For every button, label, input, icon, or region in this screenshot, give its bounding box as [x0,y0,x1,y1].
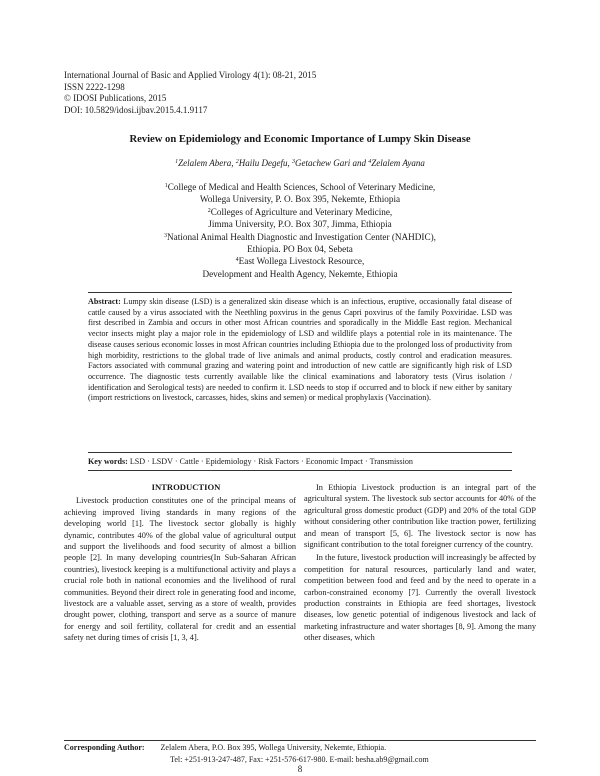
journal-publisher: © IDOSI Publications, 2015 [64,93,167,103]
journal-issn: ISSN 2222-1298 [64,81,125,92]
keywords [88,457,512,466]
keywords-text: LSD · LSDV · Cattle · Epidemiology · Risk Factors · Economic Impact · Transmission [127,457,413,466]
affiliation-list [0,181,600,280]
affiliation-line: $^2$Colleges of Agriculture and Veterinary Medicine, [207,206,393,217]
abstract-label: Abstract: [88,297,121,306]
journal-doi: DOI: 10.5829/idosi.ijbav.2015.4.1.9117 [64,104,208,115]
body-paragraph: Livestock production constitutes one of the principal means of achieving improved living standards in many regions of the developing world [1]. The livestock sector globally is highly dynamic, contributes 40% of the global value of agricultural output and support the livelihoods and food security of almost a billion people [2]. In many developing countries(In Sub-Saharan African countries), livestock keeping is a multifunctional activity and plays a crucial role both in national economies and the livelihood of rural communities. Beyond their direct role in generating food and income, livestock are a valuable asset, serving as a store of wealth, provides drought power, clothing, transport and serve as a source of manure for energy and soil fertility, collateral for credit and an essential safety net during times of crisis [1, 3, 4]. [64,496,296,643]
abstract [88,297,512,404]
corresponding-label: Corresponding Author: [64,743,145,752]
author: $^3$Getachew Gari and [292,158,369,168]
affiliation-line: $^3$National Animal Health Diagnostic and Investigation Center (NAHDIC), [164,231,436,242]
affiliation-line: $^4$East Wollega Livestock Resource, [235,256,365,267]
author-list [0,158,600,168]
affiliation-line: $^1$College of Medical and Health Sciences, School of Veterinary Medicine, [164,182,436,192]
corresponding-contact: Tel: +251-913-247-487, Fax: +251-576-617-980. E-mail: besha.ab9@gmail.com [170,755,429,764]
body-paragraph: In the future, livestock production will increasingly be affected by competition for natural resources, particularly land and water, competition between food and feed and by the need to operate in a carbon-constrained economy [7]. Currently the overall livestock production constraints in Ethiopia are feed shortages, livestock diseases, low genetic potential of indigenous livestock and lack of marketing infrastructure and water shortages [8, 9]. Among the many other diseases, which [304,553,536,643]
affiliation-line: Wollega University, P. O. Box 395, Nekemte, Ethiopia [199,194,401,205]
section-heading: INTRODUCTION [151,482,221,492]
abstract-text: Lumpy skin disease (LSD) is a generalized skin disease which is an infectious, eruptive, occasionally fatal disease of cattle caused by a virus associated with the Neethling poxvirus in the genus Capri poxvirus of the family Poxviridae. LSD was first described in Zambia and occurs in other most African countries and sporadically in the Middle East region. Mechanical vector insects might play a major role in the epidemiology of LSD and wildlife plays a potential role in its maintenance. The disease causes serious economic losses in most African countries including Ethiopia due to the prolonged loss of productivity from high morbidity, restrictions to the global trade of live animals and animal products, costly control and eradication measures. Factors associated with communal grazing and watering point and introduction of new cattle are significantly high risk of LSD occurrence. The diagnostic tests currently available like the clinical examinations and laboratory tests (Virus isolation / identification and Serological tests) are needed to confirm it. LSD needs to stop if occurred and to block if new either by sanitary (import restrictions on livestock, carcasses, hides, skins and semen) or medical prophylaxis (Vaccination). [88,297,512,403]
affiliation-line: Ethiopia. PO Box 04, Sebeta [247,244,353,255]
keywords-rule [88,470,512,471]
corresponding-author [64,743,386,752]
right-column [304,482,536,644]
author: $^1$Zelalem Abera, [175,158,236,168]
author: $^2$Hailu Degefu, [235,158,292,168]
journal-header [64,70,316,116]
affiliation-line: Jimma University, P.O. Box 307, Jimma, Ethiopia [208,219,392,230]
left-column [64,482,296,644]
page-number: 8 [297,764,303,774]
author: $^4$Zelalem Ayana [368,158,425,168]
body-paragraph: In Ethiopia Livestock production is an integral part of the agricultural system. The livestock sub sector accounts for 40% of the agricultural gross domestic product (GDP) and 20% of the total GDP without considering other contribution like traction power, fertilizing and mean of transport [5, 6]. The livestock sector is now has significant contribution to the total foreigner currency of the country. [304,483,536,550]
abstract-bottom-rule [88,452,512,453]
paper-title: Review on Epidemiology and Economic Importance of Lumpy Skin Disease [129,134,471,145]
corresponding-text: Zelalem Abera, P.O. Box 395, Wollega University, Nekemte, Ethiopia. [160,743,387,752]
keywords-label: Key words: [88,457,128,466]
footer-rule [64,740,536,741]
abstract-top-rule [88,292,512,293]
affiliation-line: Development and Health Agency, Nekemte, Ethiopia [202,268,398,279]
journal-citation: International Journal of Basic and Applied Virology 4(1): 08-21, 2015 [64,70,317,80]
